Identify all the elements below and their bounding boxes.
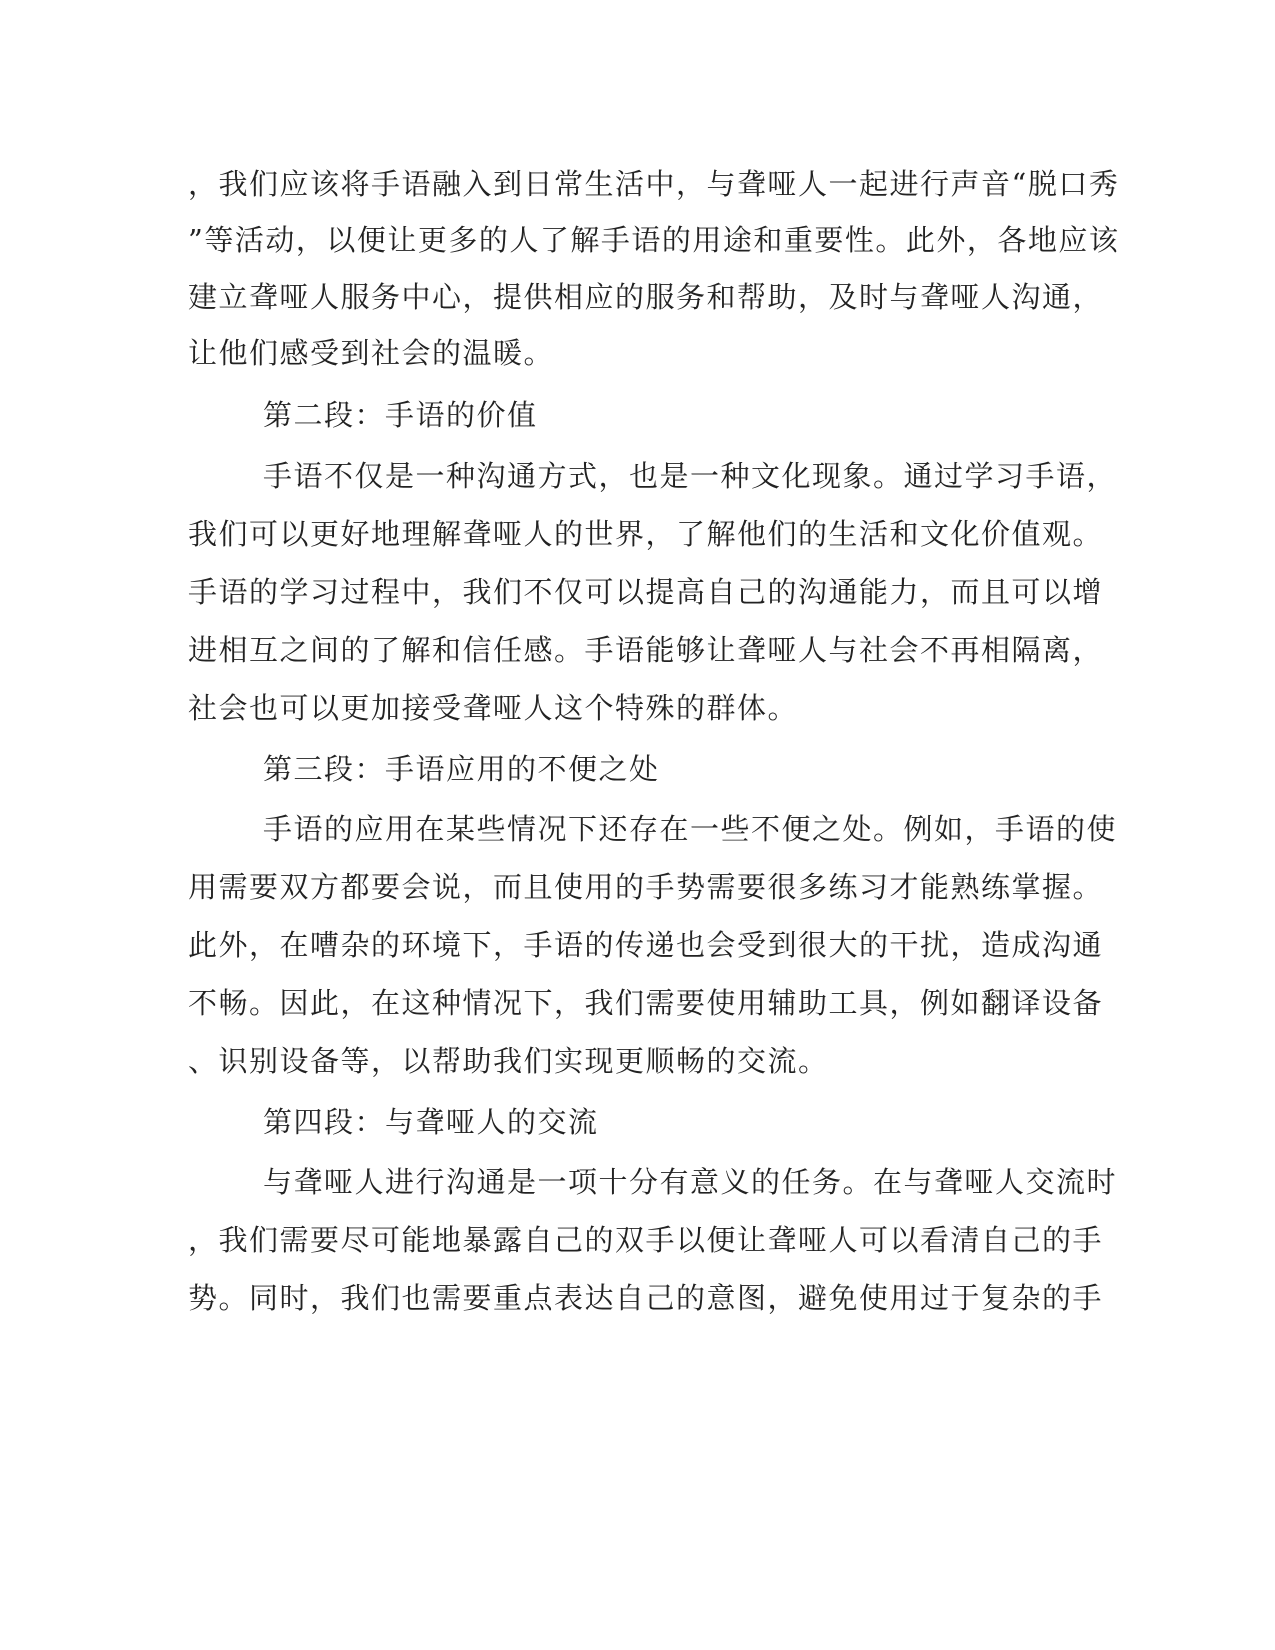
body-text-line: 势。同时，我们也需要重点表达自己的意图，避免使用过于复杂的手 — [188, 1281, 1104, 1315]
body-text-line: 手语的学习过程中，我们不仅可以提高自己的沟通能力，而且可以增 — [188, 575, 1104, 609]
section-heading-3: 第三段：手语应用的不便之处 — [263, 752, 660, 786]
section-heading-2: 第二段：手语的价值 — [263, 398, 538, 432]
body-text-line: ”等活动，以便让更多的人了解手语的用途和重要性。此外，各地应该 — [188, 223, 1120, 257]
body-text-line: 用需要双方都要会说，而且使用的手势需要很多练习才能熟练掌握。 — [188, 870, 1104, 904]
body-text-line: 社会也可以更加接受聋哑人这个特殊的群体。 — [188, 691, 799, 725]
body-text-line: ，我们应该将手语融入到日常生活中，与聋哑人一起进行声音“脱口秀 — [188, 167, 1120, 201]
body-text-line: 、识别设备等，以帮助我们实现更顺畅的交流。 — [188, 1044, 829, 1078]
body-text-line: 不畅。因此，在这种情况下，我们需要使用辅助工具，例如翻译设备 — [188, 986, 1104, 1020]
body-text-line: 建立聋哑人服务中心，提供相应的服务和帮助，及时与聋哑人沟通， — [188, 280, 1104, 314]
body-text-line: 我们可以更好地理解聋哑人的世界，了解他们的生活和文化价值观。 — [188, 517, 1104, 551]
body-text-line: 此外，在嘈杂的环境下，手语的传递也会受到很大的干扰，造成沟通 — [188, 928, 1104, 962]
body-text-line: ，我们需要尽可能地暴露自己的双手以便让聋哑人可以看清自己的手 — [188, 1223, 1104, 1257]
paragraph-start-line: 手语不仅是一种沟通方式，也是一种文化现象。通过学习手语， — [263, 459, 1118, 493]
body-text-line: 进相互之间的了解和信任感。手语能够让聋哑人与社会不再相隔离， — [188, 633, 1104, 667]
section-heading-4: 第四段：与聋哑人的交流 — [263, 1105, 599, 1139]
body-text-line: 让他们感受到社会的温暖。 — [188, 336, 555, 370]
paragraph-start-line: 手语的应用在某些情况下还存在一些不便之处。例如，手语的使 — [263, 812, 1118, 846]
paragraph-start-line: 与聋哑人进行沟通是一项十分有意义的任务。在与聋哑人交流时 — [263, 1165, 1118, 1199]
